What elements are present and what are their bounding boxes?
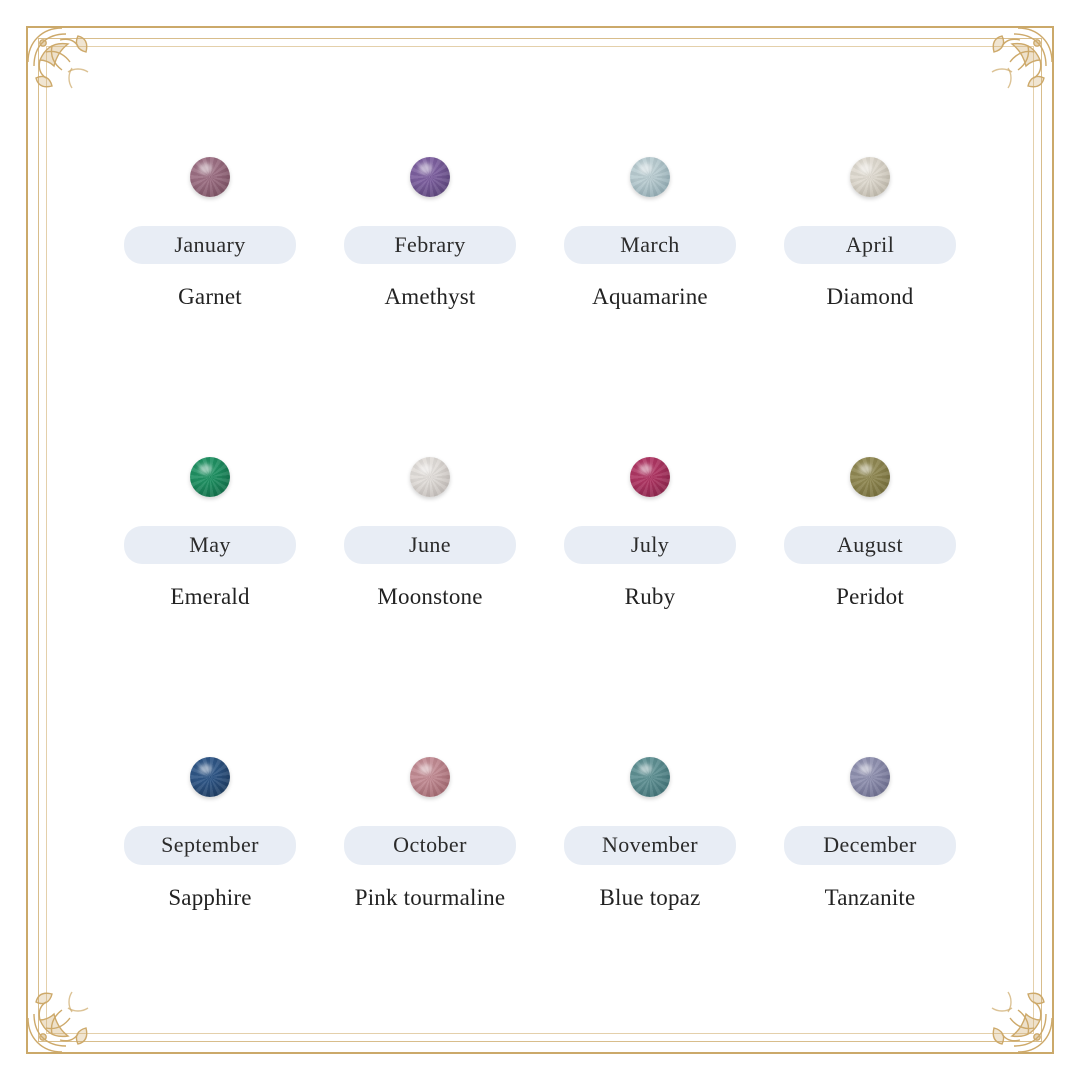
- month-label: Febrary: [344, 226, 516, 264]
- birthstone-cell: [760, 740, 980, 910]
- gemstone-icon: [410, 157, 450, 197]
- gemstone-icon: [850, 157, 890, 197]
- birthstone-cell: [540, 440, 760, 610]
- gemstone-icon: [190, 457, 230, 497]
- stone-label: Aquamarine: [592, 284, 708, 310]
- gem-wrap: [410, 740, 450, 814]
- gem-wrap: [190, 140, 230, 214]
- stone-label: Blue topaz: [599, 884, 701, 910]
- stone-label: Amethyst: [384, 284, 476, 310]
- month-label: October: [344, 826, 516, 864]
- month-label: April: [784, 226, 956, 264]
- gem-wrap: [850, 140, 890, 214]
- gem-wrap: [630, 440, 670, 514]
- month-label: December: [784, 826, 956, 864]
- stone-label: Peridot: [836, 584, 904, 610]
- stone-label: Moonstone: [377, 584, 483, 610]
- floral-ornament-icon: [16, 16, 136, 136]
- gemstone-icon: [410, 457, 450, 497]
- gemstone-icon: [190, 157, 230, 197]
- stone-label: Emerald: [170, 584, 250, 610]
- birthstone-cell: [100, 140, 320, 310]
- gemstone-icon: [630, 157, 670, 197]
- birthstone-cell: [320, 140, 540, 310]
- birthstone-cell: [760, 140, 980, 310]
- stone-label: Garnet: [178, 284, 242, 310]
- birthstone-cell: [540, 740, 760, 910]
- month-label: June: [344, 526, 516, 564]
- month-label: August: [784, 526, 956, 564]
- month-label: January: [124, 226, 296, 264]
- stone-label: Ruby: [624, 584, 676, 610]
- gemstone-icon: [850, 457, 890, 497]
- stone-label: Sapphire: [168, 884, 252, 910]
- birthstone-cell: [320, 740, 540, 910]
- stone-label: Diamond: [826, 284, 914, 310]
- gemstone-icon: [630, 457, 670, 497]
- month-label: May: [124, 526, 296, 564]
- gem-wrap: [190, 440, 230, 514]
- floral-ornament-icon: [16, 944, 136, 1064]
- birthstone-cell: [100, 740, 320, 910]
- birthstone-cell: [760, 440, 980, 610]
- birthstone-cell: [100, 440, 320, 610]
- gemstone-icon: [630, 757, 670, 797]
- floral-ornament-icon: [944, 944, 1064, 1064]
- gemstone-icon: [410, 757, 450, 797]
- gem-wrap: [190, 740, 230, 814]
- gem-wrap: [630, 140, 670, 214]
- month-label: November: [564, 826, 736, 864]
- stone-label: Tanzanite: [824, 884, 916, 910]
- stone-label: Pink tourmaline: [354, 884, 506, 910]
- birthstone-grid: [100, 140, 980, 911]
- gem-wrap: [630, 740, 670, 814]
- gemstone-icon: [190, 757, 230, 797]
- gem-wrap: [850, 440, 890, 514]
- birthstone-cell: [540, 140, 760, 310]
- month-label: July: [564, 526, 736, 564]
- floral-ornament-icon: [944, 16, 1064, 136]
- gem-wrap: [410, 140, 450, 214]
- birthstone-cell: [320, 440, 540, 610]
- gemstone-icon: [850, 757, 890, 797]
- gem-wrap: [850, 740, 890, 814]
- gem-wrap: [410, 440, 450, 514]
- month-label: March: [564, 226, 736, 264]
- month-label: September: [124, 826, 296, 864]
